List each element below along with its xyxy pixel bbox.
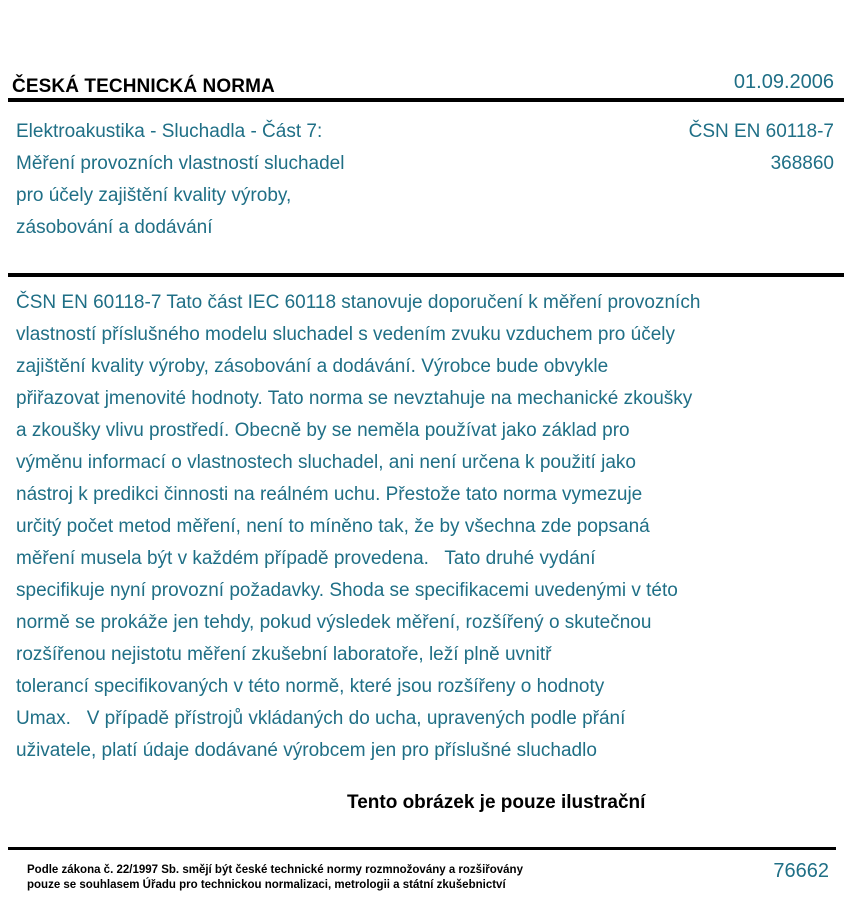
abstract-line: uživatele, platí údaje dodávané výrobcem jen pro příslušné sluchadlo [16, 740, 597, 761]
copyright-notice-line: pouze se souhlasem Úřadu pro technickou normalizaci, metrologii a státní zkušebnictví [27, 879, 506, 891]
abstract-line: rozšířenou nejistotu měření zkušební laboratoře, leží plně uvnitř [16, 644, 552, 665]
abstract-line: nástroj k predikci činnosti na reálném uchu. Přestože tato norma vymezuje [16, 484, 643, 505]
abstract-line: specifikuje nyní provozní požadavky. Shoda se specifikacemi uvedenými v této [16, 580, 678, 601]
standard-title-line: pro účely zajištění kvality výroby, [16, 185, 292, 206]
abstract-text [16, 287, 816, 767]
abstract-line: vlastností příslušného modelu sluchadel s vedením zvuku vzduchem pro účely [16, 324, 676, 345]
copyright-notice-line: Podle zákona č. 22/1997 Sb. smějí být české technické normy rozmnožovány a rozšiřovány [27, 864, 523, 876]
standard-identifiers [689, 116, 834, 180]
catalog-number: 368860 [770, 153, 834, 174]
copyright-notice [27, 863, 523, 893]
abstract-line: tolerancí specifikovaných v této normě, které jsou rozšířeny o hodnoty [16, 676, 605, 697]
abstract-line: zajištění kvality výroby, zásobování a dodávání. Výrobce bude obvykle [16, 356, 609, 377]
publication-date: 01.09.2006 [733, 71, 834, 93]
standard-code: ČSN EN 60118-7 [688, 121, 834, 142]
standard-title-line: Měření provozních vlastností sluchadel [16, 153, 345, 174]
abstract-line: měření musela být v každém případě provedena. Tato druhé vydání [16, 548, 596, 569]
standard-title-line: Elektroakustika - Sluchadla - Část 7: [16, 121, 323, 142]
standard-title-line: zásobování a dodávání [16, 217, 213, 238]
abstract-line: výměnu informací o vlastnostech sluchadel, ani není určena k použití jako [16, 452, 636, 473]
abstract-line: určitý počet metod měření, není to míněno tak, že by všechna zde popsaná [16, 516, 650, 537]
abstract-line: normě se prokáže jen tehdy, pokud výsledek měření, rozšířený o skutečnou [16, 612, 652, 633]
standard-title [16, 116, 344, 244]
abstract-line: Umax. V případě přístrojů vkládaných do ucha, upravených podle přání [16, 708, 626, 729]
illustration-disclaimer: Tento obrázek je pouze ilustrační [347, 792, 646, 813]
document-number: 76662 [773, 860, 829, 882]
divider [8, 98, 844, 102]
abstract-line: přiřazovat jmenovité hodnoty. Tato norma se nevztahuje na mechanické zkoušky [16, 388, 693, 409]
divider [8, 273, 844, 277]
divider [8, 847, 836, 850]
abstract-line: a zkoušky vlivu prostředí. Obecně by se neměla používat jako základ pro [16, 420, 630, 441]
document-header-title: ČESKÁ TECHNICKÁ NORMA [12, 76, 275, 97]
abstract-line: ČSN EN 60118-7 Tato část IEC 60118 stanovuje doporučení k měření provozních [16, 292, 701, 313]
